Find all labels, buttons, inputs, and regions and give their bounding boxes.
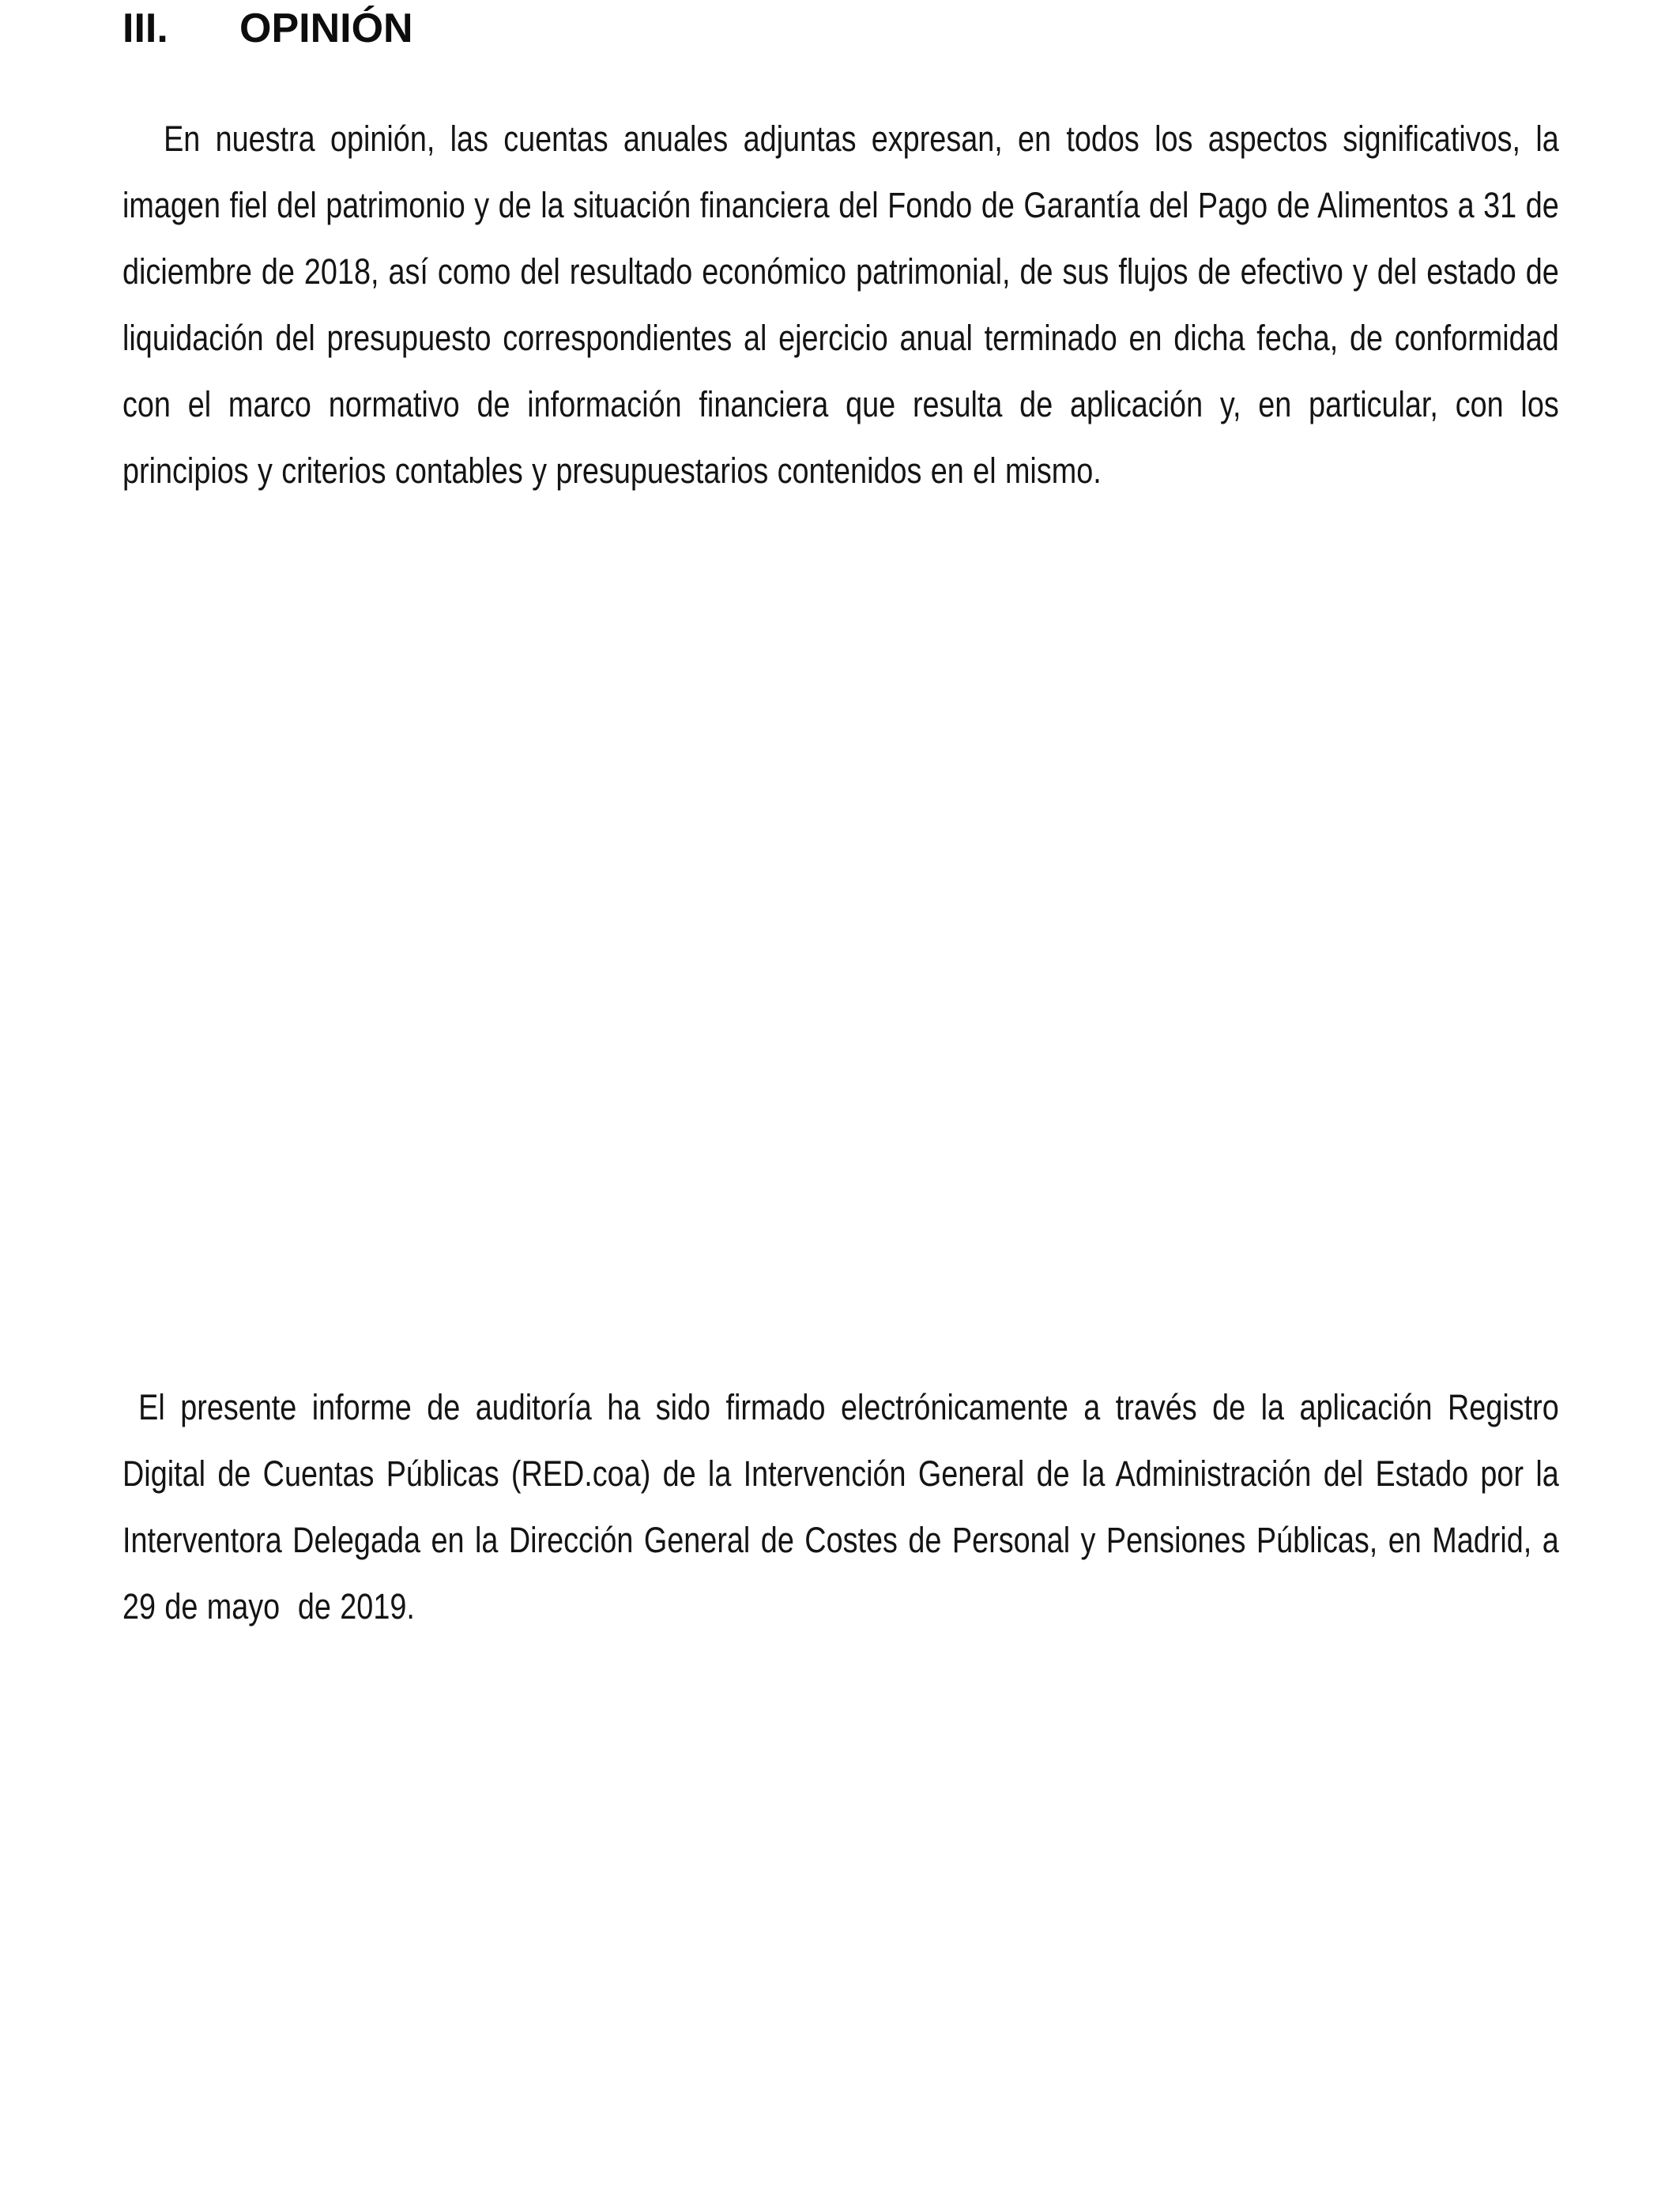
section-heading-number: III. xyxy=(122,6,168,51)
opinion-paragraph: En nuestra opinión, las cuentas anuales adjuntas expresan, en todos los aspectos significativos, la imagen fiel del patrimonio y de la situación financiera del Fondo de Garantía del Pago de Alimentos a 31 de diciembre de 2018, así como del resultado económico patrimonial, de sus flujos de efectivo y del estado de liquidación del presupuesto correspondientes al ejercicio anual terminado en dicha fecha, de conformidad con el marco normativo de información financiera que resulta de aplicación y, en particular, con los principios y criterios contables y presupuestarios contenidos en el mismo. xyxy=(122,119,1569,491)
opinion-paragraph-container xyxy=(122,106,1680,504)
section-heading xyxy=(122,3,413,54)
section-heading-title: OPINIÓN xyxy=(239,6,413,51)
signature-paragraph-container xyxy=(122,1374,1680,1640)
signature-paragraph: El presente informe de auditoría ha sido firmado electrónicamente a través de la aplicación Registro Digital de Cuentas Públicas (RED.coa) de la Intervención General de la Administración del Estado por la Interventora Delegada en la Dirección General de Costes de Personal y Pensiones Públicas, en Madrid, a 29 de mayo de 2019. xyxy=(122,1387,1569,1627)
